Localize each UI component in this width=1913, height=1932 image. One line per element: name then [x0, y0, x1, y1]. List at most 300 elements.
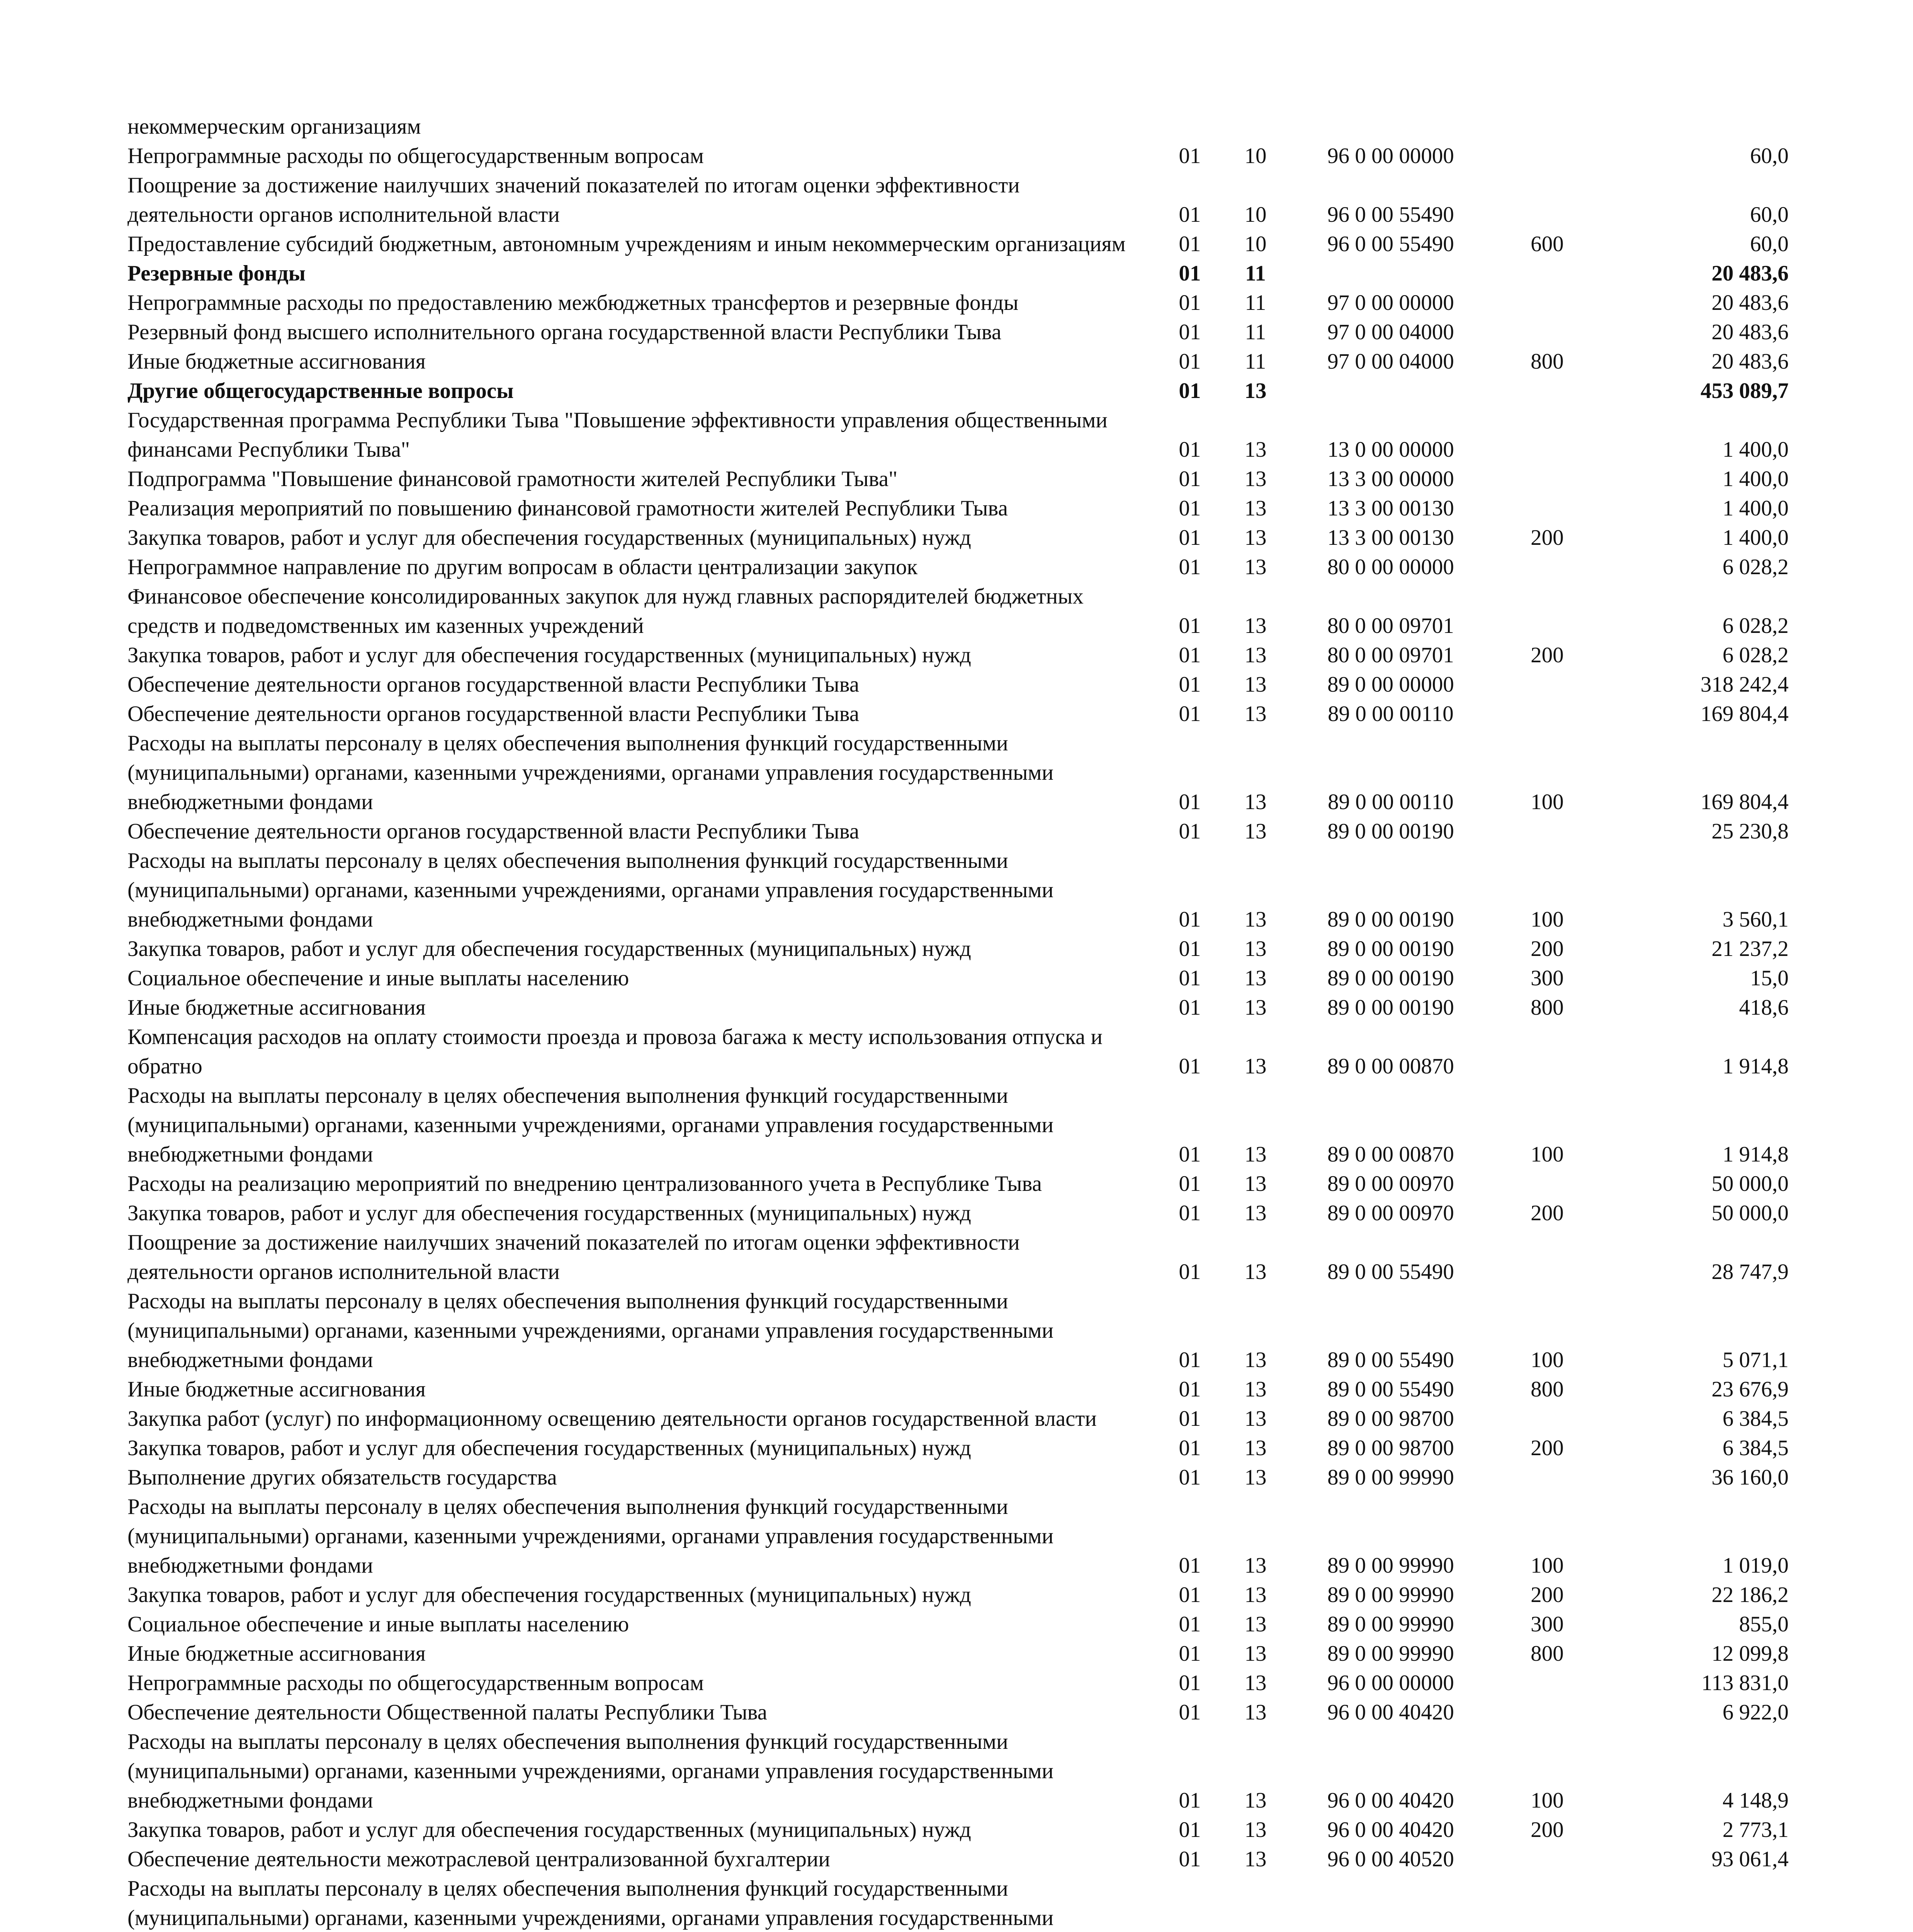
row-subsection-code: 13 [1244, 1671, 1267, 1695]
row-name: Иные бюджетные ассигнования [127, 1641, 426, 1666]
row-section-code: 01 [1179, 1201, 1201, 1225]
row-subsection-code: 13 [1244, 937, 1267, 961]
row-target-article-code: 89 0 00 99990 [1327, 1583, 1454, 1607]
row-expense-type-code [1499, 464, 1595, 494]
row-target-article-code: 80 0 00 09701 [1327, 643, 1454, 667]
row-expense-type-code [1499, 318, 1595, 347]
row-target-article-code: 13 3 00 00000 [1327, 467, 1454, 491]
row-amount: 169 804,4 [1701, 702, 1789, 726]
row-target-article-code: 89 0 00 00110 [1328, 702, 1454, 726]
row-subsection-code: 13 [1244, 819, 1267, 844]
row-name: Закупка товаров, работ и услуг для обеспечения государственных (муниципальных) нужд [127, 1583, 971, 1607]
row-section-code: 01 [1179, 202, 1201, 227]
row-expense-type-code: 200 [1531, 1818, 1564, 1842]
row-amount: 6 028,2 [1723, 614, 1789, 638]
row-name: Поощрение за достижение наилучших значений показателей по итогам оценки эффективности деятельности органов исполнительной власти [127, 1230, 1020, 1284]
row-subsection-code: 13 [1244, 702, 1267, 726]
row-section-code: 01 [1179, 320, 1201, 344]
row-subsection-code: 11 [1245, 291, 1266, 315]
table-row [127, 729, 1789, 817]
row-subsection-code: 13 [1244, 1700, 1267, 1725]
row-target-article-code: 89 0 00 55490 [1327, 1348, 1454, 1372]
row-amount: 22 186,2 [1711, 1583, 1789, 1607]
row-subsection-code: 13 [1244, 1377, 1267, 1401]
row-target-article-code: 89 0 00 98700 [1327, 1436, 1454, 1460]
row-name: Обеспечение деятельности органов государственной власти Республики Тыва [127, 819, 860, 844]
row-target-article-code: 96 0 00 00000 [1327, 144, 1454, 168]
row-target-article-code: 89 0 00 99990 [1327, 1465, 1454, 1490]
table-row [127, 670, 1789, 699]
row-subsection-code: 13 [1244, 555, 1267, 579]
row-name: Расходы на реализацию мероприятий по внедрению централизованного учета в Республике Тыва [127, 1172, 1042, 1196]
row-subsection-code: 13 [1244, 1612, 1267, 1636]
row-target-article-code: 89 0 00 55490 [1327, 1260, 1454, 1284]
row-name: Социальное обеспечение и иные выплаты населению [127, 966, 629, 990]
row-name: Другие общегосударственные вопросы [127, 379, 514, 403]
row-name: Социальное обеспечение и иные выплаты населению [127, 1612, 629, 1636]
row-subsection-code: 13 [1244, 1348, 1267, 1372]
row-name: Расходы на выплаты персоналу в целях обеспечения выполнения функций государственными (муниципальными) органами, казенными учреждениями, органами управления государственными внебюджетными фондами [127, 1730, 1054, 1813]
row-amount: 6 028,2 [1723, 555, 1789, 579]
row-amount: 21 237,2 [1711, 937, 1789, 961]
row-expense-type-code [1499, 699, 1595, 729]
row-expense-type-code: 600 [1531, 232, 1564, 256]
row-subsection-code: 13 [1244, 966, 1267, 990]
row-subsection-code: 13 [1244, 1436, 1267, 1460]
row-target-article-code: 89 0 00 98700 [1327, 1406, 1454, 1431]
row-section-code: 01 [1179, 1612, 1201, 1636]
row-amount: 113 831,0 [1701, 1671, 1789, 1695]
row-amount: 60,0 [1750, 144, 1789, 168]
row-name: Закупка товаров, работ и услуг для обеспечения государственных (муниципальных) нужд [127, 1818, 971, 1842]
table-row [127, 553, 1789, 582]
row-name: Закупка товаров, работ и услуг для обеспечения государственных (муниципальных) нужд [127, 643, 971, 667]
row-expense-type-code [1499, 259, 1595, 288]
row-expense-type-code [1499, 1169, 1595, 1199]
row-subsection-code: 13 [1244, 907, 1267, 932]
row-subsection-code [1228, 1874, 1283, 1932]
row-name: Резервные фонды [127, 261, 306, 286]
row-expense-type-code: 100 [1531, 1348, 1564, 1372]
row-amount: 5 071,1 [1723, 1348, 1789, 1372]
row-section-code: 01 [1179, 672, 1201, 697]
row-amount: 169 804,4 [1701, 790, 1789, 814]
row-amount: 50 000,0 [1711, 1172, 1789, 1196]
row-subsection-code [1228, 112, 1283, 141]
row-section-code: 01 [1179, 1436, 1201, 1460]
row-target-article-code: 96 0 00 55490 [1327, 202, 1454, 227]
row-section-code: 01 [1179, 526, 1201, 550]
row-expense-type-code: 200 [1531, 643, 1564, 667]
row-section-code: 01 [1179, 1260, 1201, 1284]
row-name: Расходы на выплаты персоналу в целях обеспечения выполнения функций государственными (муниципальными) органами, казенными учреждениями, органами управления государственными внебюджетными фондами [127, 1083, 1054, 1167]
table-row [127, 141, 1789, 171]
row-expense-type-code: 100 [1531, 1553, 1564, 1578]
row-name: Поощрение за достижение наилучших значений показателей по итогам оценки эффективности деятельности органов исполнительной власти [127, 173, 1020, 227]
row-expense-type-code [1499, 1698, 1595, 1727]
table-row [127, 964, 1789, 993]
row-expense-type-code [1499, 582, 1595, 641]
row-subsection-code: 13 [1244, 526, 1267, 550]
row-subsection-code: 13 [1244, 467, 1267, 491]
row-amount: 15,0 [1750, 966, 1789, 990]
row-target-article-code [1283, 112, 1499, 141]
row-subsection-code: 13 [1244, 1818, 1267, 1842]
row-name: Закупка товаров, работ и услуг для обеспечения государственных (муниципальных) нужд [127, 937, 971, 961]
row-target-article-code: 13 3 00 00130 [1327, 526, 1454, 550]
budget-table [127, 112, 1789, 1932]
row-amount: 23 676,9 [1711, 1377, 1789, 1401]
row-section-code: 01 [1179, 702, 1201, 726]
row-name: Непрограммные расходы по предоставлению межбюджетных трансфертов и резервные фонды [127, 291, 1019, 315]
row-name: Расходы на выплаты персоналу в целях обеспечения выполнения функций государственными (муниципальными) органами, казенными учреждениями, органами управления государственными [127, 1876, 1054, 1930]
row-name: Компенсация расходов на оплату стоимости проезда и провоза багажа к месту использования отпуска и обратно [127, 1025, 1103, 1078]
row-subsection-code: 13 [1244, 1054, 1267, 1078]
row-target-article-code: 89 0 00 99990 [1327, 1612, 1454, 1636]
table-row [127, 406, 1789, 464]
table-row [127, 1698, 1789, 1727]
row-subsection-code: 13 [1244, 1583, 1267, 1607]
row-subsection-code: 10 [1244, 232, 1267, 256]
row-name: Подпрограмма "Повышение финансовой грамотности жителей Республики Тыва" [127, 467, 898, 491]
row-expense-type-code [1499, 288, 1595, 318]
row-subsection-code: 13 [1244, 995, 1267, 1020]
row-section-code: 01 [1179, 291, 1201, 315]
row-amount: 20 483,6 [1711, 291, 1789, 315]
row-target-article-code: 13 0 00 00000 [1327, 437, 1454, 462]
row-subsection-code: 13 [1244, 1142, 1267, 1167]
row-target-article-code [1283, 376, 1499, 406]
row-expense-type-code [1499, 817, 1595, 846]
row-section-code: 01 [1179, 937, 1201, 961]
table-row [127, 112, 1789, 141]
row-name: Реализация мероприятий по повышению финансовой грамотности жителей Республики Тыва [127, 496, 1008, 520]
table-row [127, 1639, 1789, 1668]
row-name: Иные бюджетные ассигнования [127, 1377, 426, 1401]
row-name: Резервный фонд высшего исполнительного органа государственной власти Республики Тыва [127, 320, 1002, 344]
row-target-article-code: 89 0 00 00190 [1327, 907, 1454, 932]
row-section-code [1151, 1874, 1228, 1932]
table-row [127, 347, 1789, 376]
row-target-article-code: 97 0 00 00000 [1327, 291, 1454, 315]
row-expense-type-code [1499, 376, 1595, 406]
table-row [127, 1169, 1789, 1199]
table-row [127, 1815, 1789, 1845]
row-target-article-code: 80 0 00 09701 [1327, 614, 1454, 638]
row-expense-type-code [1499, 406, 1595, 464]
row-target-article-code: 89 0 00 55490 [1327, 1377, 1454, 1401]
row-section-code: 01 [1179, 349, 1201, 374]
row-name: Обеспечение деятельности органов государственной власти Республики Тыва [127, 672, 860, 697]
row-target-article-code: 96 0 00 40420 [1327, 1788, 1454, 1813]
row-target-article-code: 89 0 00 99990 [1327, 1553, 1454, 1578]
row-amount: 1 400,0 [1723, 467, 1789, 491]
row-subsection-code: 13 [1244, 1406, 1267, 1431]
row-amount: 6 922,0 [1723, 1700, 1789, 1725]
table-row [127, 288, 1789, 318]
row-amount: 20 483,6 [1711, 261, 1789, 286]
table-row [127, 1228, 1789, 1287]
row-expense-type-code [1499, 1022, 1595, 1081]
row-target-article-code: 96 0 00 55490 [1327, 232, 1454, 256]
row-name: Закупка работ (услуг) по информационному освещению деятельности органов государственной власти [127, 1406, 1097, 1431]
table-row [127, 523, 1789, 553]
row-section-code: 01 [1179, 966, 1201, 990]
row-expense-type-code [1499, 1845, 1595, 1874]
table-row [127, 993, 1789, 1022]
row-name: Расходы на выплаты персоналу в целях обеспечения выполнения функций государственными (муниципальными) органами, казенными учреждениями, органами управления государственными внебюджетными фондами [127, 1289, 1054, 1372]
row-amount [1595, 1874, 1789, 1932]
row-amount: 60,0 [1750, 202, 1789, 227]
row-target-article-code: 80 0 00 00000 [1327, 555, 1454, 579]
row-expense-type-code: 800 [1531, 1377, 1564, 1401]
row-section-code: 01 [1179, 1671, 1201, 1695]
table-row [127, 1727, 1789, 1815]
row-name: Непрограммные расходы по общегосударственным вопросам [127, 1671, 704, 1695]
row-expense-type-code: 200 [1531, 1583, 1564, 1607]
row-amount: 1 400,0 [1723, 496, 1789, 520]
row-name: Закупка товаров, работ и услуг для обеспечения государственных (муниципальных) нужд [127, 526, 971, 550]
row-expense-type-code: 100 [1531, 1788, 1564, 1813]
row-expense-type-code [1499, 670, 1595, 699]
row-amount: 93 061,4 [1711, 1847, 1789, 1871]
row-section-code: 01 [1179, 1700, 1201, 1725]
row-section-code: 01 [1179, 1406, 1201, 1431]
row-target-article-code: 97 0 00 04000 [1327, 320, 1454, 344]
table-row [127, 1375, 1789, 1404]
row-amount: 20 483,6 [1711, 349, 1789, 374]
row-section-code: 01 [1179, 819, 1201, 844]
row-subsection-code: 13 [1244, 1788, 1267, 1813]
row-target-article-code: 89 0 00 99990 [1327, 1641, 1454, 1666]
table-row [127, 1492, 1789, 1580]
row-amount: 60,0 [1750, 232, 1789, 256]
row-name: Финансовое обеспечение консолидированных закупок для нужд главных распорядителей бюджетных средств и подведомственных им казенных учреждений [127, 584, 1084, 638]
row-expense-type-code: 100 [1531, 907, 1564, 932]
row-amount: 36 160,0 [1711, 1465, 1789, 1490]
row-subsection-code: 13 [1244, 1201, 1267, 1225]
row-target-article-code [1283, 259, 1499, 288]
row-amount: 6 028,2 [1723, 643, 1789, 667]
row-expense-type-code [1499, 1668, 1595, 1698]
row-section-code: 01 [1179, 1377, 1201, 1401]
row-target-article-code: 96 0 00 40420 [1327, 1818, 1454, 1842]
row-amount: 6 384,5 [1723, 1406, 1789, 1431]
row-expense-type-code: 800 [1531, 995, 1564, 1020]
table-row [127, 1580, 1789, 1610]
table-row [127, 494, 1789, 523]
row-name: Обеспечение деятельности органов государственной власти Республики Тыва [127, 702, 860, 726]
row-name: Предоставление субсидий бюджетным, автономным учреждениям и иным некоммерческим организациям [127, 232, 1126, 256]
row-subsection-code: 13 [1244, 496, 1267, 520]
row-name: Непрограммное направление по другим вопросам в области централизации закупок [127, 555, 918, 579]
row-name: некоммерческим организациям [127, 114, 421, 139]
table-row [127, 1199, 1789, 1228]
row-expense-type-code: 100 [1531, 1142, 1564, 1167]
row-section-code: 01 [1179, 496, 1201, 520]
row-target-article-code [1283, 1874, 1499, 1932]
row-target-article-code: 96 0 00 00000 [1327, 1671, 1454, 1695]
table-row [127, 376, 1789, 406]
row-section-code: 01 [1179, 1818, 1201, 1842]
row-name: Расходы на выплаты персоналу в целях обеспечения выполнения функций государственными (муниципальными) органами, казенными учреждениями, органами управления государственными внебюджетными фондами [127, 1495, 1054, 1578]
row-amount: 4 148,9 [1723, 1788, 1789, 1813]
table-row [127, 1022, 1789, 1081]
row-expense-type-code [1499, 112, 1595, 141]
row-amount: 50 000,0 [1711, 1201, 1789, 1225]
row-target-article-code: 89 0 00 00970 [1327, 1201, 1454, 1225]
row-expense-type-code [1499, 494, 1595, 523]
row-amount: 1 914,8 [1723, 1142, 1789, 1167]
row-amount: 453 089,7 [1701, 379, 1789, 403]
row-subsection-code: 10 [1244, 202, 1267, 227]
row-subsection-code: 11 [1245, 349, 1266, 374]
row-section-code: 01 [1179, 1348, 1201, 1372]
row-subsection-code: 10 [1244, 144, 1267, 168]
row-subsection-code: 13 [1244, 672, 1267, 697]
row-expense-type-code [1499, 141, 1595, 171]
row-amount: 1 400,0 [1723, 437, 1789, 462]
row-expense-type-code: 200 [1531, 526, 1564, 550]
table-row [127, 318, 1789, 347]
row-section-code: 01 [1179, 995, 1201, 1020]
row-expense-type-code: 300 [1531, 1612, 1564, 1636]
table-row [127, 1434, 1789, 1463]
row-subsection-code: 13 [1244, 1553, 1267, 1578]
row-section-code: 01 [1179, 790, 1201, 814]
row-name: Расходы на выплаты персоналу в целях обеспечения выполнения функций государственными (муниципальными) органами, казенными учреждениями, органами управления государственными внебюджетными фондами [127, 731, 1054, 814]
table-row [127, 1404, 1789, 1434]
row-subsection-code: 13 [1244, 1847, 1267, 1871]
row-expense-type-code: 100 [1531, 790, 1564, 814]
row-section-code: 01 [1179, 907, 1201, 932]
row-amount: 855,0 [1739, 1612, 1789, 1636]
row-subsection-code: 13 [1244, 1260, 1267, 1284]
row-amount: 20 483,6 [1711, 320, 1789, 344]
row-section-code: 01 [1179, 1553, 1201, 1578]
row-section-code: 01 [1179, 555, 1201, 579]
row-amount: 318 242,4 [1701, 672, 1789, 697]
row-subsection-code: 13 [1244, 614, 1267, 638]
row-subsection-code: 13 [1244, 1172, 1267, 1196]
table-row [127, 582, 1789, 641]
row-section-code: 01 [1179, 1054, 1201, 1078]
row-target-article-code: 89 0 00 00110 [1328, 790, 1454, 814]
row-section-code: 01 [1179, 467, 1201, 491]
row-expense-type-code [1499, 1463, 1595, 1492]
row-name: Выполнение других обязательств государства [127, 1465, 557, 1490]
table-row [127, 1287, 1789, 1375]
table-row [127, 1463, 1789, 1492]
budget-table-body [127, 112, 1789, 1932]
row-target-article-code: 89 0 00 00190 [1327, 966, 1454, 990]
row-expense-type-code [1499, 1228, 1595, 1287]
table-row [127, 464, 1789, 494]
row-expense-type-code [1499, 553, 1595, 582]
row-name: Непрограммные расходы по общегосударственным вопросам [127, 144, 704, 168]
row-name: Обеспечение деятельности межотраслевой централизованной бухгалтерии [127, 1847, 830, 1871]
row-name: Иные бюджетные ассигнования [127, 995, 426, 1020]
row-section-code: 01 [1179, 1142, 1201, 1167]
row-expense-type-code: 800 [1531, 1641, 1564, 1666]
row-expense-type-code: 300 [1531, 966, 1564, 990]
row-section-code: 01 [1179, 1788, 1201, 1813]
row-subsection-code: 13 [1244, 1641, 1267, 1666]
row-expense-type-code: 200 [1531, 1436, 1564, 1460]
table-row [127, 1874, 1789, 1932]
row-expense-type-code [1499, 171, 1595, 230]
row-section-code: 01 [1179, 1641, 1201, 1666]
row-section-code: 01 [1179, 643, 1201, 667]
row-section-code: 01 [1179, 1465, 1201, 1490]
row-amount: 2 773,1 [1723, 1818, 1789, 1842]
row-expense-type-code: 200 [1531, 937, 1564, 961]
row-target-article-code: 13 3 00 00130 [1327, 496, 1454, 520]
row-subsection-code: 13 [1244, 437, 1267, 462]
row-name: Закупка товаров, работ и услуг для обеспечения государственных (муниципальных) нужд [127, 1436, 971, 1460]
row-amount [1595, 112, 1789, 141]
row-amount: 418,6 [1739, 995, 1789, 1020]
row-section-code: 01 [1179, 144, 1201, 168]
row-target-article-code: 96 0 00 40420 [1327, 1700, 1454, 1725]
row-section-code: 01 [1179, 1583, 1201, 1607]
row-amount: 3 560,1 [1723, 907, 1789, 932]
row-section-code: 01 [1179, 261, 1201, 286]
row-amount: 1 019,0 [1723, 1553, 1789, 1578]
row-expense-type-code [1499, 1404, 1595, 1434]
row-amount: 25 230,8 [1711, 819, 1789, 844]
row-section-code: 01 [1179, 614, 1201, 638]
row-subsection-code: 13 [1244, 643, 1267, 667]
table-row [127, 699, 1789, 729]
row-target-article-code: 89 0 00 00190 [1327, 995, 1454, 1020]
table-row [127, 1081, 1789, 1169]
row-expense-type-code [1499, 1874, 1595, 1932]
row-amount: 1 400,0 [1723, 526, 1789, 550]
table-row [127, 846, 1789, 934]
row-subsection-code: 13 [1244, 790, 1267, 814]
row-name: Государственная программа Республики Тыва "Повышение эффективности управления общественными финансами Республики Тыва" [127, 408, 1108, 462]
table-row [127, 1610, 1789, 1639]
row-section-code: 01 [1179, 232, 1201, 256]
row-name: Закупка товаров, работ и услуг для обеспечения государственных (муниципальных) нужд [127, 1201, 971, 1225]
row-target-article-code: 89 0 00 00190 [1327, 937, 1454, 961]
row-target-article-code: 89 0 00 00190 [1327, 819, 1454, 844]
row-subsection-code: 13 [1244, 1465, 1267, 1490]
row-section-code: 01 [1179, 437, 1201, 462]
row-name: Обеспечение деятельности Общественной палаты Республики Тыва [127, 1700, 767, 1725]
table-row [127, 934, 1789, 964]
table-row [127, 259, 1789, 288]
row-section-code: 01 [1179, 1847, 1201, 1871]
row-amount: 28 747,9 [1711, 1260, 1789, 1284]
row-section-code [1151, 112, 1228, 141]
row-subsection-code: 13 [1244, 379, 1267, 403]
row-subsection-code: 11 [1245, 261, 1266, 286]
row-target-article-code: 89 0 00 00870 [1327, 1142, 1454, 1167]
table-row [127, 171, 1789, 230]
row-expense-type-code: 200 [1531, 1201, 1564, 1225]
table-row [127, 1668, 1789, 1698]
row-amount: 12 099,8 [1711, 1641, 1789, 1666]
row-section-code: 01 [1179, 379, 1201, 403]
table-row [127, 641, 1789, 670]
row-target-article-code: 89 0 00 00970 [1327, 1172, 1454, 1196]
row-expense-type-code: 800 [1531, 349, 1564, 374]
row-target-article-code: 89 0 00 00870 [1327, 1054, 1454, 1078]
row-section-code: 01 [1179, 1172, 1201, 1196]
row-target-article-code: 97 0 00 04000 [1327, 349, 1454, 374]
